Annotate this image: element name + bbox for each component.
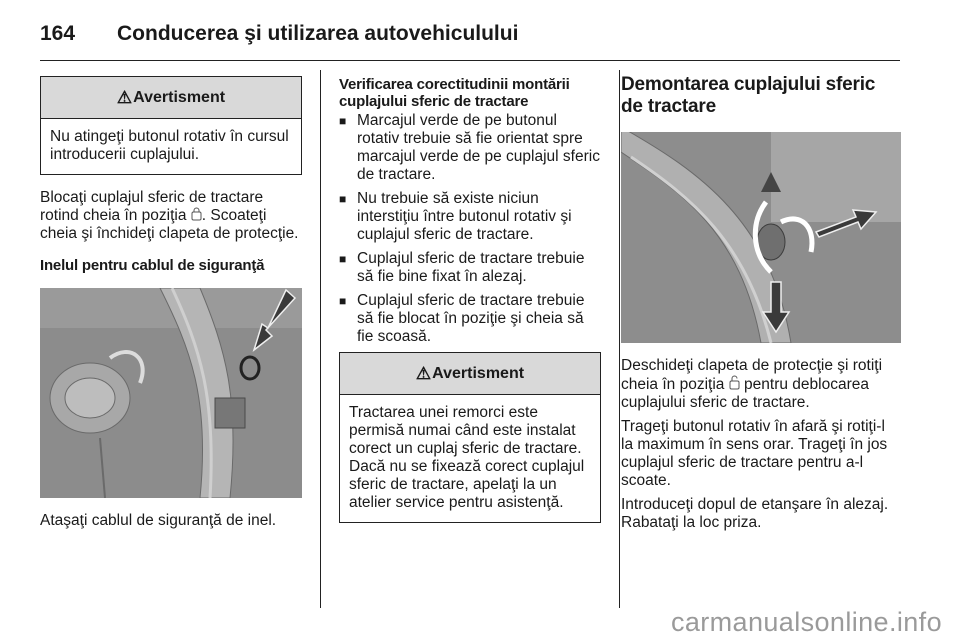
warning-triangle-icon: ⚠ bbox=[116, 87, 133, 107]
warning-triangle-icon: ⚠ bbox=[415, 363, 432, 383]
list-item: ■ Marcajul verde de pe butonul rotativ trebuie să fie orientat spre marcajul verde de pe cuplajul sferic de tractare. bbox=[339, 112, 601, 184]
warning-header bbox=[340, 353, 600, 395]
lock-paragraph-text: Blocaţi cuplajul sferic de tractare rotind cheia în poziţia bbox=[40, 189, 264, 224]
warning-text: Tractarea unei remorci este permisă numai când este instalat corect un cuplaj sferic de tractare. Dacă nu se fixează corect cuplajul sferic de tractare, apelaţi la un atelier service pentru asistenţă. bbox=[349, 404, 585, 511]
seal-plug-text: Introduceţi dopul de etanşare în alezaj. Rabataţi la loc priza. bbox=[621, 496, 889, 531]
list-item: ■ Nu trebuie să existe niciun interstiţiu între butonul rotativ şi cuplajul sferic de tractare. bbox=[339, 190, 601, 244]
pull-knob-text: Trageţi butonul rotativ în afară şi rotiţi-l la maximum în sens orar. Trageţi în jos cuplajul sferic de tractare pentru a-l scoate. bbox=[621, 418, 888, 489]
column-2 bbox=[339, 76, 601, 523]
safety-ring-heading: Inelul pentru cablul de siguranţă bbox=[40, 257, 265, 274]
column-1 bbox=[40, 76, 302, 530]
warning-text: Nu atingeţi butonul rotativ în cursul introducerii cuplajului. bbox=[50, 128, 289, 163]
warning-title: Avertisment bbox=[432, 364, 525, 382]
column-3 bbox=[621, 74, 901, 532]
lock-closed-icon bbox=[191, 207, 202, 221]
watermark: carmanualsonline.info bbox=[670, 607, 942, 637]
list-item: ■ Cuplajul sferic de tractare trebuie să fie bine fixat în alezaj. bbox=[339, 250, 601, 286]
safety-ring-drawing bbox=[40, 288, 302, 498]
list-item: ■ Cuplajul sferic de tractare trebuie să fie blocat în poziţie şi cheia să fie scoasă. bbox=[339, 292, 601, 346]
warning-box bbox=[339, 352, 601, 523]
unlock-paragraph-text: Deschideţi clapeta de protecţie şi rotiţi cheia în poziţia bbox=[621, 357, 883, 393]
warning-title: Avertisment bbox=[133, 88, 226, 106]
attach-cable-text: Ataşaţi cablul de siguranţă de inel. bbox=[40, 512, 277, 529]
lock-paragraph bbox=[40, 189, 302, 243]
removal-illustration bbox=[621, 132, 901, 343]
column-divider-left bbox=[320, 70, 321, 608]
page-header bbox=[40, 14, 920, 58]
lock-paragraph-rest: . Scoateţi cheia şi închideţi clapeta de protecţie. bbox=[40, 207, 299, 242]
check-list bbox=[339, 112, 601, 346]
page-number: 164 bbox=[40, 22, 76, 45]
warning-box bbox=[40, 76, 302, 175]
check-heading: Verificarea corectitudinii montării cuplajului sferic de tractare bbox=[339, 76, 570, 110]
section-title: Demontarea cuplajului sferic de tractare bbox=[621, 74, 876, 117]
warning-header bbox=[41, 77, 301, 119]
unlock-paragraph bbox=[621, 357, 901, 412]
lock-open-icon bbox=[729, 375, 740, 390]
safety-ring-illustration bbox=[40, 288, 302, 498]
unlock-paragraph-rest: pentru deblocarea cuplajului sferic de tractare. bbox=[621, 376, 869, 411]
column-divider-right bbox=[619, 70, 620, 608]
chapter-title: Conducerea şi utilizarea autovehiculului bbox=[117, 22, 519, 45]
removal-drawing bbox=[621, 132, 901, 343]
header-divider bbox=[40, 60, 900, 61]
